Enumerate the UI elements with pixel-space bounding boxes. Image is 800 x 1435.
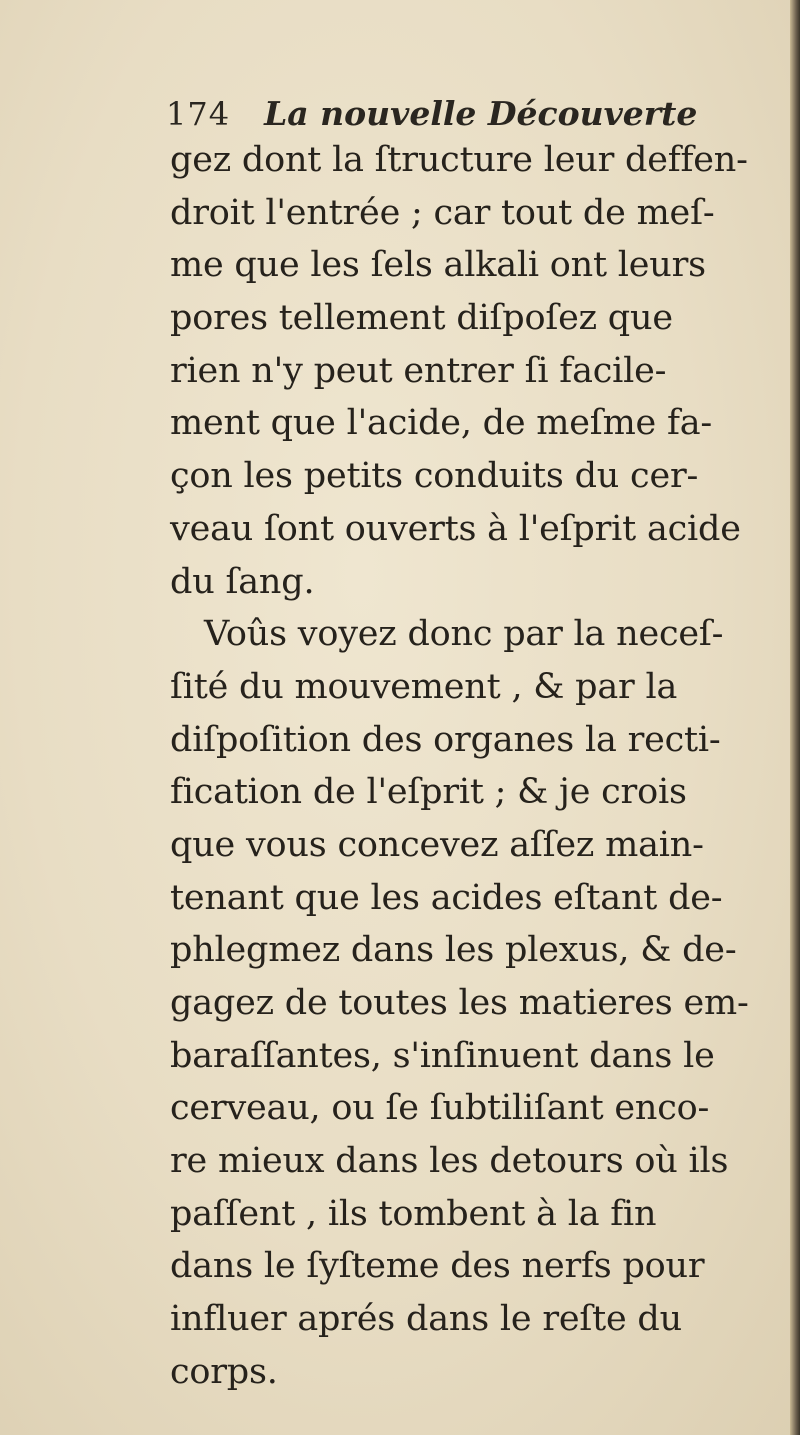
body-text — [170, 134, 770, 1399]
text-line: dans le ſyſteme des nerfs pour — [170, 1246, 705, 1287]
page-number: 174 — [166, 95, 231, 133]
text-line: diſpoſition des organes la recti- — [170, 719, 721, 760]
text-line: ſité du mouvement , & par la — [170, 666, 678, 707]
paragraph-start-line: Voûs voyez donc par la neceſ- — [204, 614, 724, 655]
text-line: que vous concevez aſſez main- — [170, 824, 704, 865]
text-line: du ſang. — [170, 561, 315, 602]
text-line: rien n'y peut entrer ſi facile- — [170, 350, 667, 391]
text-line: veau ſont ouverts à l'eſprit acide — [170, 508, 741, 549]
text-line: gez dont la ſtructure leur deffen- — [170, 140, 748, 180]
text-line: pores tellement diſpoſez que — [170, 298, 673, 339]
text-line: çon les petits conduits du cer- — [170, 456, 699, 497]
text-line: baraſſantes, s'inſinuent dans le — [170, 1035, 715, 1076]
text-line: paſſent , ils tombent à la fin — [170, 1193, 657, 1234]
running-head-title: La nouvelle Découverte — [264, 94, 698, 133]
text-line: fication de l'eſprit ; & je crois — [170, 772, 687, 813]
text-line: influer aprés dans le reſte du — [170, 1299, 682, 1340]
page-edge-shadow — [790, 0, 800, 1435]
text-line: re mieux dans les detours où ils — [170, 1141, 729, 1182]
text-line: me que les ſels alkali ont leurs — [170, 245, 706, 286]
text-line: corps. — [170, 1351, 278, 1392]
text-line: ment que l'acide, de meſme fa- — [170, 403, 713, 444]
text-line: droit l'entrée ; car tout de meſ- — [170, 192, 715, 233]
text-line: phlegmez dans les plexus, & de- — [170, 930, 737, 971]
text-line: gagez de toutes les matieres em- — [170, 983, 749, 1023]
text-line: tenant que les acides eſtant de- — [170, 877, 723, 918]
text-line: cerveau, ou ſe ſubtiliſant enco- — [170, 1088, 710, 1129]
